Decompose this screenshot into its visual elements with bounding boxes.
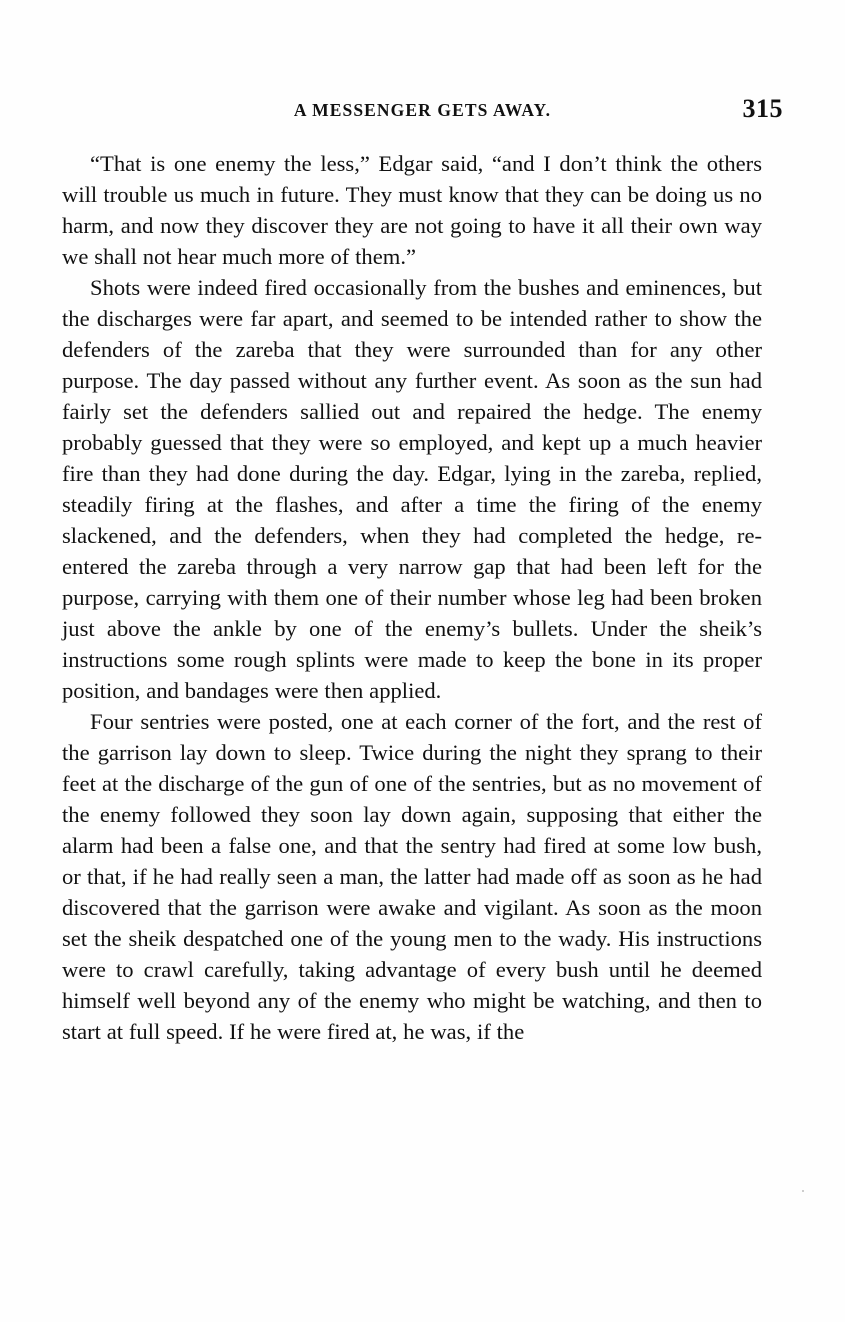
page-header xyxy=(62,94,783,128)
paragraph: “That is one enemy the less,” Edgar said, “and I don’t think the others will trouble us much in future. They must know that they can be doing us no harm, and now they discover they are not going to have it all their own way we shall not hear much more of them.” xyxy=(62,151,762,269)
running-head: A MESSENGER GETS AWAY. xyxy=(293,100,552,120)
page-number: 315 xyxy=(742,94,783,123)
page-speck xyxy=(802,1190,804,1192)
page-body xyxy=(62,148,762,1047)
paragraph: Shots were indeed fired occasionally from the bushes and eminences, but the discharges were far apart, and seemed to be intended rather to show the defenders of the zareba that they were surrounded than for any other purpose. The day passed without any further event. As soon as the sun had fairly set the defenders sallied out and repaired the hedge. The enemy probably guessed that they were so employed, and kept up a much heavier fire than they had done during the day. Edgar, lying in the zareba, replied, steadily firing at the flashes, and after a time the firing of the enemy slackened, and the defenders, when they had completed the hedge, re-entered the zareba through a very narrow gap that had been left for the purpose, carrying with them one of their number whose leg had been broken just above the ankle by one of the enemy’s bullets. Under the sheik’s instructions some rough splints were made to keep the bone in its proper position, and bandages were then applied. xyxy=(62,275,762,703)
paragraph: Four sentries were posted, one at each corner of the fort, and the rest of the garrison lay down to sleep. Twice during the night they sprang to their feet at the discharge of the gun of one of the sentries, but as no movement of the enemy followed they soon lay down again, supposing that either the alarm had been a false one, and that the sentry had fired at some low bush, or that, if he had really seen a man, the latter had made off as soon as he had discovered that the garrison were awake and vigilant. As soon as the moon set the sheik despatched one of the young men to the wady. His instructions were to crawl carefully, taking advantage of every bush until he deemed himself well beyond any of the enemy who might be watching, and then to start at full speed. If he were fired at, he was, if the xyxy=(62,709,762,1044)
